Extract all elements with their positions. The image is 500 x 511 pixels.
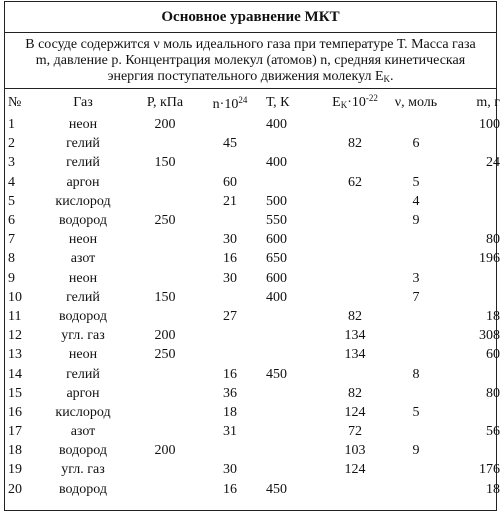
cell-moles	[386, 249, 446, 268]
cell-temperature	[262, 173, 324, 192]
cell-energy	[324, 153, 386, 172]
cell-moles: 8	[412, 366, 420, 382]
cell-concentration	[198, 115, 262, 134]
cell-num: 10	[8, 289, 22, 305]
header-energy-sub: K	[340, 100, 348, 110]
cell-temperature: 400	[266, 155, 287, 171]
table-row	[6, 480, 500, 499]
data-table	[6, 89, 500, 499]
cell-concentration: 16	[223, 481, 237, 497]
cell-energy	[324, 480, 386, 499]
cell-gas: гелий	[66, 366, 100, 382]
page-title: Основное уравнение МКТ	[5, 2, 496, 33]
cell-gas: водород	[59, 308, 107, 324]
cell-pressure	[132, 230, 198, 249]
cell-energy	[324, 115, 386, 134]
cell-pressure	[132, 192, 198, 211]
table-row	[6, 269, 500, 288]
cell-temperature: 450	[266, 481, 287, 497]
problem-description	[5, 33, 496, 83]
cell-energy	[324, 211, 386, 230]
cell-mass	[446, 288, 500, 307]
cell-pressure	[132, 384, 198, 403]
cell-gas: угл. газ	[61, 462, 105, 478]
table-header-row	[6, 89, 500, 115]
cell-gas: угл. газ	[61, 328, 105, 344]
cell-moles	[386, 422, 446, 441]
cell-num: 15	[8, 385, 22, 401]
cell-num: 13	[8, 347, 22, 363]
cell-moles	[386, 115, 446, 134]
cell-mass	[446, 173, 500, 192]
cell-mass: 100	[479, 117, 500, 133]
cell-pressure	[132, 460, 198, 479]
cell-temperature: 650	[266, 251, 287, 267]
cell-num: 4	[8, 174, 15, 190]
header-mass: m, г	[476, 94, 500, 110]
cell-gas: неон	[68, 117, 98, 133]
cell-temperature	[262, 345, 324, 364]
cell-pressure	[132, 249, 198, 268]
cell-mass: 18	[486, 308, 500, 324]
cell-concentration: 45	[223, 136, 237, 152]
cell-pressure	[132, 422, 198, 441]
cell-temperature	[262, 384, 324, 403]
cell-gas: аргон	[66, 174, 100, 190]
header-concentration-exp: 24	[238, 94, 248, 105]
cell-mass: 24	[486, 155, 500, 171]
cell-concentration: 16	[223, 366, 237, 382]
cell-energy	[324, 249, 386, 268]
cell-energy: 134	[344, 328, 366, 344]
table-row	[6, 345, 500, 364]
description-line-3-end: .	[390, 69, 394, 84]
cell-gas: водород	[59, 443, 107, 459]
cell-concentration: 30	[223, 462, 237, 478]
cell-energy: 82	[348, 385, 362, 401]
cell-num: 11	[8, 308, 22, 324]
cell-num: 18	[8, 443, 22, 459]
cell-num: 9	[8, 270, 15, 286]
header-temperature: Т, К	[266, 94, 290, 110]
header-pressure: Р, кПа	[146, 94, 184, 110]
cell-gas: кислород	[55, 193, 111, 209]
cell-temperature	[262, 422, 324, 441]
cell-pressure: 250	[154, 213, 176, 229]
cell-num: 2	[8, 136, 15, 152]
cell-mass	[446, 211, 500, 230]
cell-pressure: 150	[154, 155, 176, 171]
cell-moles: 3	[412, 270, 420, 286]
cell-pressure	[132, 480, 198, 499]
cell-num: 12	[8, 328, 22, 344]
cell-temperature: 500	[266, 193, 287, 209]
header-concentration	[198, 89, 262, 115]
cell-gas: неон	[68, 347, 98, 363]
cell-energy	[324, 364, 386, 383]
cell-pressure	[132, 173, 198, 192]
cell-mass: 196	[479, 251, 500, 267]
cell-moles: 5	[412, 174, 420, 190]
cell-mass	[446, 269, 500, 288]
cell-concentration: 31	[223, 424, 237, 440]
cell-num: 3	[8, 155, 15, 171]
cell-temperature: 450	[266, 366, 287, 382]
cell-moles	[386, 345, 446, 364]
cell-gas: неон	[68, 232, 98, 248]
cell-mass: 176	[479, 462, 500, 478]
cell-num: 8	[8, 251, 15, 267]
cell-temperature	[262, 134, 324, 153]
cell-moles: 7	[412, 289, 420, 305]
cell-mass: 18	[486, 481, 500, 497]
cell-concentration: 30	[223, 270, 237, 286]
cell-mass	[446, 192, 500, 211]
table-row	[6, 192, 500, 211]
cell-pressure	[132, 307, 198, 326]
description-line-3: энергия поступательного движения молекул E	[107, 69, 384, 84]
cell-concentration	[198, 288, 262, 307]
table-row	[6, 460, 500, 479]
cell-pressure: 200	[154, 117, 176, 133]
cell-pressure	[132, 134, 198, 153]
cell-mass	[446, 403, 500, 422]
cell-temperature	[262, 307, 324, 326]
table-row	[6, 441, 500, 460]
cell-concentration: 18	[223, 404, 237, 420]
cell-num: 5	[8, 193, 15, 209]
cell-gas: гелий	[66, 136, 100, 152]
cell-energy: 103	[344, 443, 366, 459]
cell-num: 1	[8, 117, 15, 133]
cell-moles	[386, 230, 446, 249]
cell-mass	[446, 364, 500, 383]
cell-num: 7	[8, 232, 15, 248]
cell-num: 6	[8, 213, 15, 229]
cell-temperature	[262, 460, 324, 479]
cell-energy: 124	[344, 462, 366, 478]
cell-gas: аргон	[66, 385, 100, 401]
cell-energy: 82	[348, 136, 362, 152]
table-row	[6, 115, 500, 134]
header-num: №	[8, 94, 22, 110]
cell-moles	[386, 480, 446, 499]
cell-mass: 80	[486, 385, 500, 401]
cell-energy	[324, 192, 386, 211]
cell-concentration	[198, 441, 262, 460]
cell-energy	[324, 288, 386, 307]
cell-concentration: 36	[223, 385, 237, 401]
cell-temperature: 600	[266, 270, 287, 286]
table-row	[6, 288, 500, 307]
cell-gas: азот	[70, 251, 96, 267]
table-row	[6, 364, 500, 383]
cell-moles	[386, 307, 446, 326]
cell-gas: неон	[68, 270, 98, 286]
cell-concentration: 21	[223, 193, 237, 209]
cell-energy	[324, 230, 386, 249]
cell-num: 19	[8, 462, 22, 478]
cell-mass: 60	[486, 347, 500, 363]
cell-moles	[386, 326, 446, 345]
cell-mass: 308	[479, 328, 500, 344]
cell-temperature	[262, 326, 324, 345]
header-moles: ν, моль	[394, 94, 438, 110]
cell-moles	[386, 384, 446, 403]
cell-gas: азот	[70, 424, 96, 440]
table-row	[6, 403, 500, 422]
description-line-1: В сосуде содержится ν моль идеального газа при температуре Т. Масса газа	[25, 37, 476, 52]
cell-pressure: 200	[154, 328, 176, 344]
cell-moles: 6	[412, 136, 420, 152]
cell-pressure: 250	[154, 347, 176, 363]
table-row	[6, 422, 500, 441]
cell-temperature	[262, 403, 324, 422]
cell-concentration: 16	[223, 251, 237, 267]
cell-num: 20	[8, 481, 22, 497]
cell-gas: водород	[59, 481, 107, 497]
table-row	[6, 134, 500, 153]
header-energy-exp: -22	[365, 93, 378, 103]
cell-gas: гелий	[66, 155, 100, 171]
cell-moles: 4	[412, 193, 420, 209]
cell-mass	[446, 134, 500, 153]
cell-pressure	[132, 403, 198, 422]
description-line-2: m, давление р. Концентрация молекул (атомов) n, средняя кинетическая	[35, 53, 466, 68]
cell-moles	[386, 460, 446, 479]
cell-gas: водород	[59, 213, 107, 229]
header-energy-mult: ·10	[347, 95, 366, 110]
cell-temperature: 400	[266, 289, 287, 305]
cell-mass: 56	[486, 424, 500, 440]
header-energy	[324, 89, 386, 115]
table-row	[6, 173, 500, 192]
cell-pressure	[132, 269, 198, 288]
table-row	[6, 384, 500, 403]
cell-temperature: 400	[266, 117, 287, 133]
cell-concentration: 27	[223, 308, 237, 324]
cell-concentration	[198, 345, 262, 364]
cell-moles: 9	[412, 213, 420, 229]
cell-moles	[386, 153, 446, 172]
cell-moles: 9	[412, 443, 420, 459]
cell-energy: 72	[348, 424, 362, 440]
table-row	[6, 249, 500, 268]
cell-energy: 124	[344, 404, 366, 420]
table-row	[6, 326, 500, 345]
cell-moles: 5	[412, 404, 420, 420]
table-body	[6, 115, 500, 499]
cell-energy: 134	[344, 347, 366, 363]
cell-num: 17	[8, 424, 22, 440]
cell-pressure: 200	[154, 443, 176, 459]
cell-gas: гелий	[66, 289, 100, 305]
cell-temperature: 550	[266, 213, 287, 229]
description-line-3-subscript: K	[383, 74, 391, 84]
cell-pressure	[132, 364, 198, 383]
header-concentration-base: n·10	[212, 96, 239, 112]
header-energy-base: E	[332, 95, 341, 110]
table-row	[6, 307, 500, 326]
cell-concentration: 60	[223, 174, 237, 190]
cell-mass	[446, 441, 500, 460]
table-row	[6, 230, 500, 249]
cell-energy: 62	[348, 174, 362, 190]
cell-pressure: 150	[154, 289, 176, 305]
cell-concentration	[198, 211, 262, 230]
cell-energy	[324, 269, 386, 288]
cell-temperature: 600	[266, 232, 287, 248]
cell-energy: 82	[348, 308, 362, 324]
cell-concentration	[198, 153, 262, 172]
cell-temperature	[262, 441, 324, 460]
cell-num: 16	[8, 404, 22, 420]
cell-concentration	[198, 326, 262, 345]
table-row	[6, 153, 500, 172]
table-row	[6, 211, 500, 230]
cell-num: 14	[8, 366, 22, 382]
cell-gas: кислород	[55, 404, 111, 420]
cell-concentration: 30	[223, 232, 237, 248]
header-gas: Газ	[73, 94, 93, 110]
cell-mass: 80	[486, 232, 500, 248]
